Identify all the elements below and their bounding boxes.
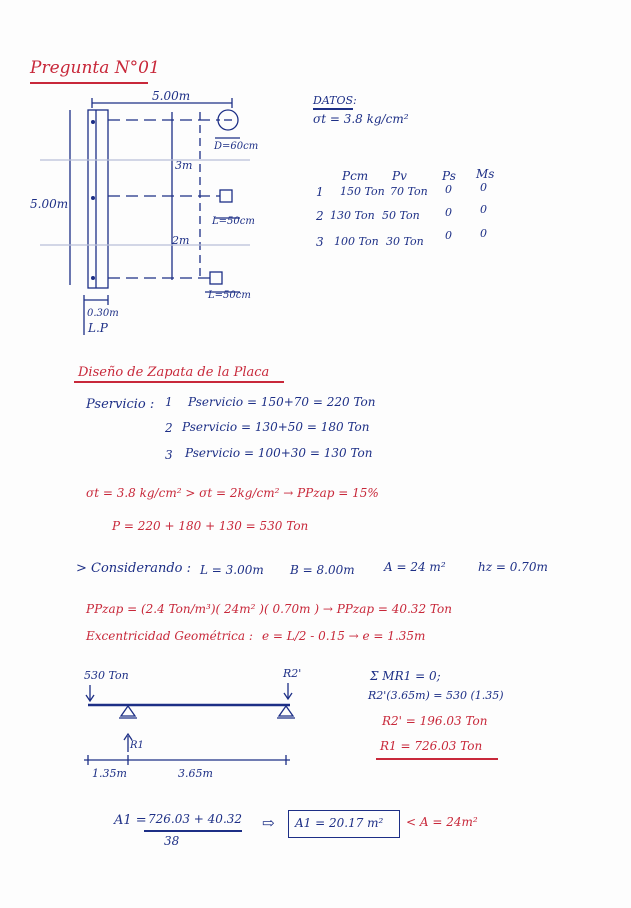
datos-header-ps: Ps — [442, 169, 456, 183]
support-1 — [121, 706, 135, 716]
moment-sum: Σ MR1 = 0; — [370, 669, 441, 683]
row-ms: 0 — [480, 181, 487, 194]
beam-r1-label: R1 — [130, 740, 144, 751]
a1-numerator: 726.03 + 40.32 — [148, 812, 243, 826]
datos-header-pv: Pv — [392, 169, 407, 183]
row-pv: 30 Ton — [386, 235, 424, 248]
row-pcm: 130 Ton — [330, 209, 375, 222]
pservicio-item-2-text: Pservicio = 130+50 = 180 Ton — [182, 420, 370, 434]
beam-load-label: 530 Ton — [84, 669, 129, 682]
pservicio-item-1: 1 — [165, 395, 173, 409]
row-pcm: 100 Ton — [334, 235, 379, 248]
row-ps: 0 — [445, 183, 452, 196]
row-pcm: 150 Ton — [340, 185, 385, 198]
bottom-dimension-label: 0.30m — [87, 308, 119, 319]
moment-equation: R2'(3.65m) = 530 (1.35) — [368, 689, 504, 702]
row-id: 1 — [316, 185, 324, 199]
length-label-1: L=50cm — [212, 216, 255, 227]
pservicio-label: Pservicio : — [86, 397, 155, 412]
row-id: 3 — [316, 235, 324, 249]
result-box — [288, 810, 400, 838]
section-title: Diseño de Zapata de la Placa — [78, 365, 270, 380]
row-ps: 0 — [445, 206, 452, 219]
diameter-label: D=60cm — [214, 141, 259, 152]
support-2 — [279, 706, 293, 716]
left-dimension-label: 5.00m — [30, 197, 69, 211]
label-2m: 2m — [172, 234, 190, 247]
beam-dim-1: 1.35m — [92, 767, 127, 780]
row-ms: 0 — [480, 203, 487, 216]
considerando-label: > Considerando : — [76, 561, 192, 576]
length-value: L = 3.00m — [200, 563, 264, 577]
beam-r2-label: R2' — [283, 667, 302, 680]
datos-header-pcm: Pcm — [342, 169, 369, 183]
pservicio-item-3: 3 — [165, 448, 173, 462]
row-id: 2 — [316, 209, 324, 223]
r2-result: R2' = 196.03 Ton — [382, 714, 488, 728]
fraction-line — [144, 830, 242, 832]
eccentricity-formula: e = L/2 - 0.15 → e = 1.35m — [262, 629, 426, 643]
lp-label: L.P — [88, 321, 108, 335]
top-dimension-label: 5.00m — [152, 89, 191, 103]
width-value: B = 8.00m — [290, 563, 355, 577]
pservicio-item-1-text: Pservicio = 150+70 = 220 Ton — [188, 395, 376, 409]
row-pv: 50 Ton — [382, 209, 420, 222]
pservicio-item-2: 2 — [165, 421, 173, 435]
ppzap-line: PPzap = (2.4 Ton/m³)( 24m² )( 0.70m ) → PPzap = 40.32 Ton — [86, 602, 452, 616]
beam-dim-2: 3.65m — [178, 767, 213, 780]
page-title: Pregunta N°01 — [30, 58, 160, 78]
sigma-comparison: σt = 3.8 kg/cm² > σt = 2kg/cm² → PPzap = 15% — [86, 486, 379, 500]
area-value: A = 24 m² — [384, 560, 446, 574]
row-ps: 0 — [445, 229, 452, 242]
implies-arrow-icon: ⇨ — [262, 814, 275, 832]
area-comparison: < A = 24m² — [406, 815, 478, 829]
a1-denominator: 38 — [164, 834, 180, 848]
row-pv: 70 Ton — [390, 185, 428, 198]
label-3m: 3m — [175, 159, 193, 172]
a1-label: A1 = — [114, 813, 147, 828]
row-ms: 0 — [480, 227, 487, 240]
datos-header-ms: Ms — [476, 167, 495, 181]
datos-title: DATOS: — [313, 94, 357, 107]
pservicio-item-3-text: Pservicio = 100+30 = 130 Ton — [185, 446, 373, 460]
datos-sigma: σt = 3.8 kg/cm² — [313, 112, 409, 126]
r1-result: R1 = 726.03 Ton — [380, 739, 483, 753]
length-label-2: L=50cm — [208, 290, 251, 301]
total-load-line: P = 220 + 180 + 130 = 530 Ton — [112, 519, 309, 533]
r1-underline — [376, 758, 498, 760]
hz-value: hz = 0.70m — [478, 560, 548, 574]
eccentricity-label: Excentricidad Geométrica : — [86, 629, 253, 643]
result-value: A1 = 20.17 m² — [295, 816, 384, 830]
